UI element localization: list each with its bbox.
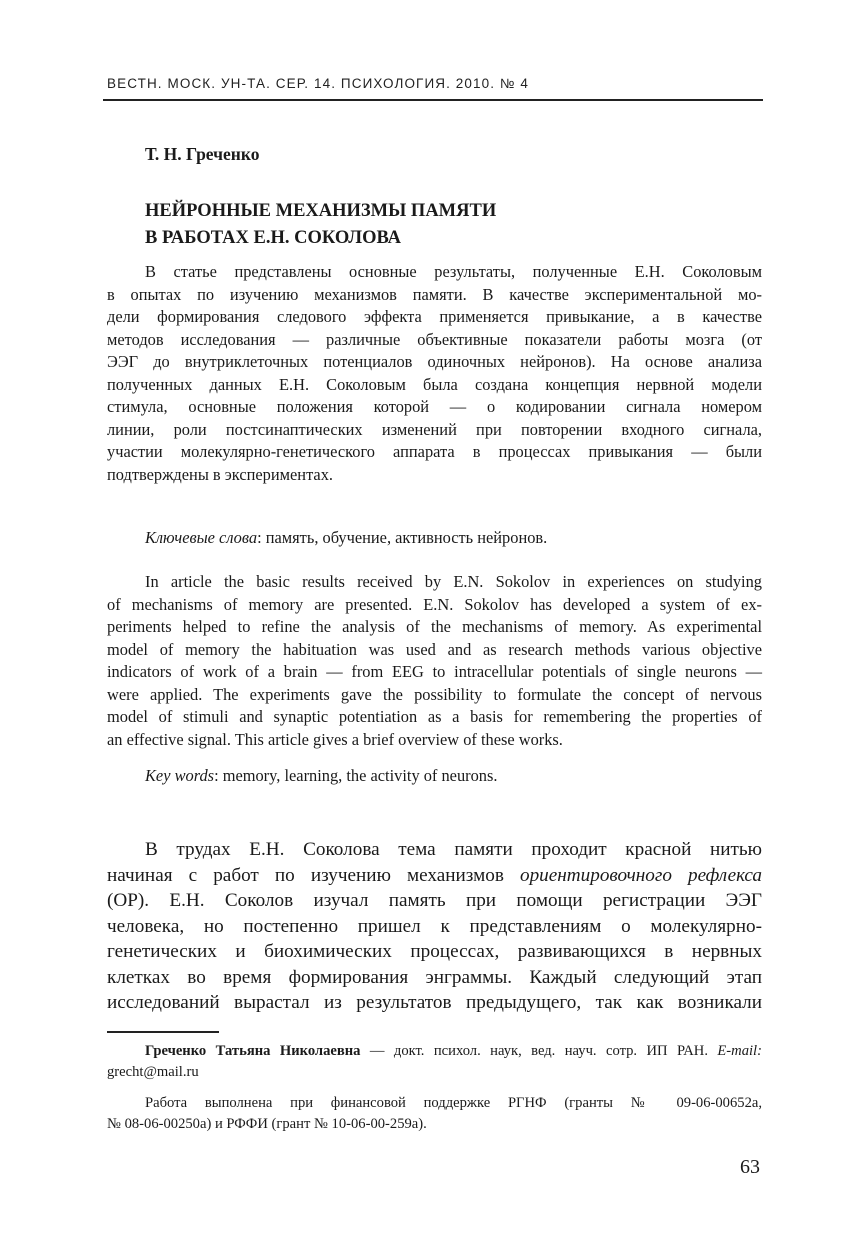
text-line: методов исследования — различные объективные показатели работы мозга (от [107, 329, 762, 349]
running-head: ВЕСТН. МОСК. УН-ТА. СЕР. 14. ПСИХОЛОГИЯ. 2010. № 4 [107, 76, 529, 91]
funding-footnote [107, 1093, 762, 1135]
keywords-text: : память, обучение, активность нейронов. [257, 528, 548, 547]
text-line: ЭЭГ до внутриклеточных потенциалов одиночных нейронов). На основе анализа [107, 352, 762, 371]
article-title [145, 198, 496, 252]
author-name: Т. Н. Греченко [145, 144, 260, 164]
abstract-russian [107, 261, 762, 486]
text-line: Работа выполнена при финансовой поддержке РГНФ (гранты № 09-06-00652а, [145, 1095, 762, 1111]
text-line: periments helped to refine the analysis of the mechanisms of memory. As experimental [107, 617, 762, 636]
text-line: In article the basic results received by E.N. Sokolov in experiences on studying [145, 572, 762, 591]
text-line: стимула, основные положения которой — о кодировании сигнала номером [107, 397, 762, 416]
abstract-english [107, 571, 762, 751]
email-label: E-mail: [717, 1043, 762, 1059]
keywords-english [107, 765, 762, 788]
text-run: начиная с работ по изучению механизмов [107, 864, 520, 886]
text-line: подтверждены в экспериментах. [107, 464, 333, 484]
title-line: В РАБОТАХ Е.Н. СОКОЛОВА [145, 228, 402, 248]
text-line: полученных данных Е.Н. Соколовым была создана концепция нервной модели [107, 374, 762, 394]
page-number: 63 [740, 1156, 760, 1178]
title-line: НЕЙРОННЫЕ МЕХАНИЗМЫ ПАМЯТИ [145, 201, 497, 221]
text-line: were applied. The experiments gave the possibility to formulate the concept of nervous [107, 684, 762, 704]
text-line: (ОР). Е.Н. Соколов изучал память при помощи регистрации ЭЭГ [107, 890, 762, 911]
emphasis-run: ориентировочного рефлекса [519, 864, 763, 886]
header-rule [103, 99, 763, 101]
text-line: дели формирования следового эффекта применяется привыкание, а в качестве [107, 307, 762, 326]
body-text [107, 837, 762, 1016]
text-line: an effective signal. This article gives a brief overview of these works. [107, 729, 563, 749]
author-footnote [107, 1041, 762, 1083]
text-line: линии, роли постсинаптических изменений при повторении входного сигнала, [107, 419, 762, 439]
footnote-author: Греченко Татьяна Николаевна [145, 1043, 361, 1059]
text-line: участии молекулярно-генетического аппарата в процессах привыкания — были [107, 442, 762, 461]
text-line: исследований вырастал из результатов предыдущего, так как возникали [107, 992, 762, 1013]
email-link[interactable]: grecht@mail.ru [107, 1064, 199, 1080]
keywords-label: Key words [145, 766, 215, 785]
text-line: model of stimuli and synaptic potentiation as a basis for remembering the properties of [107, 707, 762, 726]
text-line: of mechanisms of memory are presented. E.N. Sokolov has developed a system of ex- [107, 594, 762, 614]
text-line: человека, но постепенно пришел к представлениям о молекулярно- [107, 915, 762, 937]
footnote-desc: — докт. психол. наук, вед. науч. сотр. ИП РАН. [360, 1043, 718, 1059]
text-line: в опытах по изучению механизмов памяти. В качестве экспериментальной мо- [107, 284, 762, 304]
text-line: model of memory the habituation was used and as research methods various objective [107, 639, 762, 659]
text-line: В трудах Е.Н. Соколова тема памяти проходит красной нитью [145, 839, 762, 860]
text-line: indicators of work of a brain — from EEG to intracellular potentials of single neurons — [107, 662, 762, 681]
text-line: В статье представлены основные результаты, полученные Е.Н. Соколовым [145, 262, 762, 281]
text-line: № 08-06-00250а) и РФФИ (грант № 10-06-00-259а). [107, 1116, 427, 1132]
text-line [107, 863, 762, 889]
keywords-label: Ключевые слова [145, 528, 258, 547]
text-line: клетках во время формирования энграммы. Каждый следующий этап [107, 966, 762, 988]
keywords-russian [107, 527, 762, 550]
footnote-rule [107, 1031, 219, 1033]
text-line: генетических и биохимических процессах, развивающихся в нервных [107, 941, 762, 962]
keywords-text: : memory, learning, the activity of neurons. [214, 766, 498, 785]
